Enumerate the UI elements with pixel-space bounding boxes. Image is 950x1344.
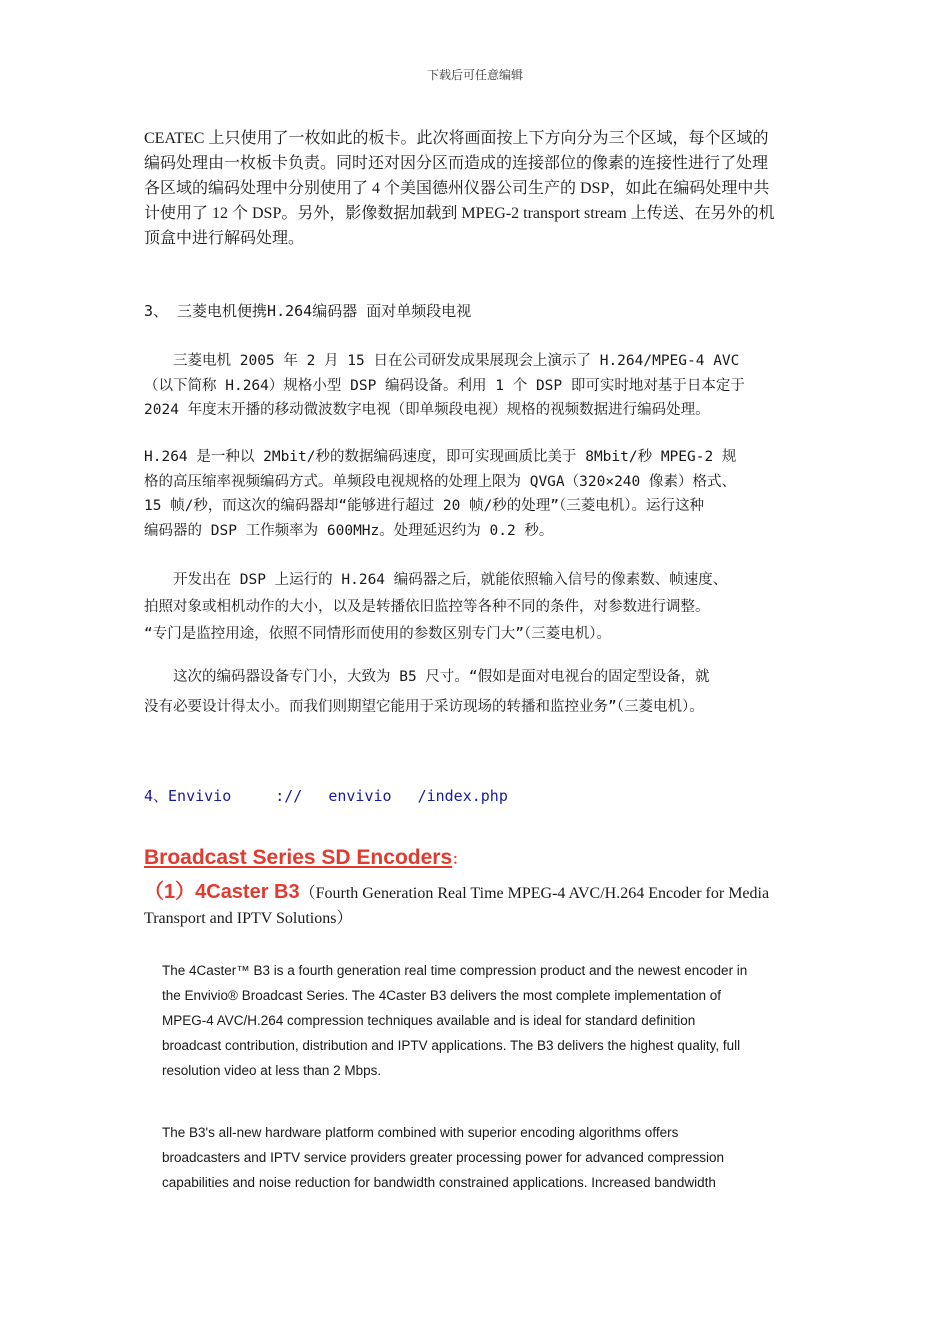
section-3-title: 3、 三菱电机便携H.264编码器 面对单频段电视: [144, 302, 472, 320]
text-line: 15 帧/秒，而这次的编码器却“能够进行超过 20 帧/秒的处理”（三菱电机）。运行这种: [144, 498, 705, 514]
section-4-link[interactable]: [144, 785, 808, 807]
paragraph-mitsubishi-intro: [144, 349, 808, 423]
text-line: 这次的编码器设备专门小，大致为 B5 尺寸。“假如是面对电视台的固定型设备，就: [173, 669, 710, 685]
text-line: MPEG-4 AVC/H.264 compression techniques available and is ideal for standard definition: [162, 1013, 696, 1028]
text-line: The B3's all-new hardware platform combined with superior encoding algorithms offers: [162, 1125, 679, 1140]
series-title-text: Broadcast Series SD Encoders: [144, 846, 453, 869]
text-line: capabilities and noise reduction for bandwidth constrained applications. Increased bandwidth: [162, 1175, 716, 1190]
text-line: 拍照对象或相机动作的大小，以及是转播依旧监控等各种不同的条件，对参数进行调整。: [144, 599, 710, 615]
text-line: 格的高压缩率视频编码方式。单频段电视规格的处理上限为 QVGA（320×240 像素）格式、: [144, 473, 736, 490]
section-4-number: 4、: [144, 787, 169, 805]
product-name: （1）4Caster B3: [144, 881, 300, 903]
text-line: 没有必要设计得太小。而我们则期望它能用于采访现场的转播和监控业务”（三菱电机）。: [144, 699, 704, 715]
text-line: resolution video at less than 2 Mbps.: [162, 1063, 382, 1078]
text-line: 计使用了 12 个 DSP。另外，影像数据加载到 MPEG-2 transport stream 上传送、在另外的机: [144, 205, 775, 222]
english-paragraph-1: [162, 958, 802, 1083]
text-line: broadcasters and IPTV service providers greater processing power for advanced compression: [162, 1150, 725, 1165]
text-line: H.264 是一种以 2Mbit/秒的数据编码速度，即可实现画质比美于 8Mbit/秒 MPEG-2 规: [144, 449, 737, 465]
text-line: 编码处理由一枚板卡负责。同时还对因分区而造成的连接部位的像素的连接性进行了处理: [144, 155, 769, 172]
series-title-colon: ：: [452, 851, 467, 867]
link-part: envivio: [328, 787, 392, 805]
paragraph-device-size: [144, 662, 808, 722]
text-line: 编码器的 DSP 工作频率为 600MHz。处理延迟约为 0.2 秒。: [144, 522, 554, 539]
page-header: 下载后可任意编辑: [426, 68, 523, 82]
link-part: Envivio: [168, 787, 232, 805]
product-description: （Fourth Generation Real Time MPEG-4 AVC/H.264 Encoder for Media Transport and IPTV Solutions）: [144, 885, 770, 927]
paragraph-ceatec: [144, 126, 808, 251]
text-line: CEATEC 上只使用了一枚如此的板卡。此次将画面按上下方向分为三个区域，每个区域的: [144, 130, 769, 147]
series-title: [144, 843, 808, 874]
paragraph-h264: [144, 445, 808, 543]
text-line: 各区域的编码处理中分别使用了 4 个美国德州仪器公司生产的 DSP，如此在编码处理中共: [144, 180, 770, 197]
text-line: 顶盒中进行解码处理。: [144, 230, 305, 247]
text-line: （以下简称 H.264）规格小型 DSP 编码设备。利用 1 个 DSP 即可实时地对基于日本定于: [144, 377, 745, 394]
text-line: The 4Caster™ B3 is a fourth generation real time compression product and the newest encoder in: [162, 963, 748, 978]
product-heading: [144, 880, 808, 931]
paragraph-dsp-encoder: [144, 567, 808, 648]
link-part: ://: [275, 787, 303, 805]
text-line: the Envivio® Broadcast Series. The 4Caster B3 delivers the most complete implementation of: [162, 988, 721, 1003]
text-line: 三菱电机 2005 年 2 月 15 日在公司研发成果展现会上演示了 H.264/MPEG-4 AVC: [173, 353, 740, 369]
link-part: /index.php: [417, 787, 508, 805]
text-line: 开发出在 DSP 上运行的 H.264 编码器之后，就能依照输入信号的像素数、帧速度、: [173, 572, 728, 588]
text-line: “专门是监控用途，依照不同情形而使用的参数区别专门大”（三菱电机）。: [144, 626, 611, 642]
text-line: 2024 年度末开播的移动微波数字电视（即单频段电视）规格的视频数据进行编码处理。: [144, 402, 710, 418]
english-paragraph-2: [162, 1120, 802, 1195]
text-line: broadcast contribution, distribution and IPTV applications. The B3 delivers the highest quality, full: [162, 1038, 741, 1053]
